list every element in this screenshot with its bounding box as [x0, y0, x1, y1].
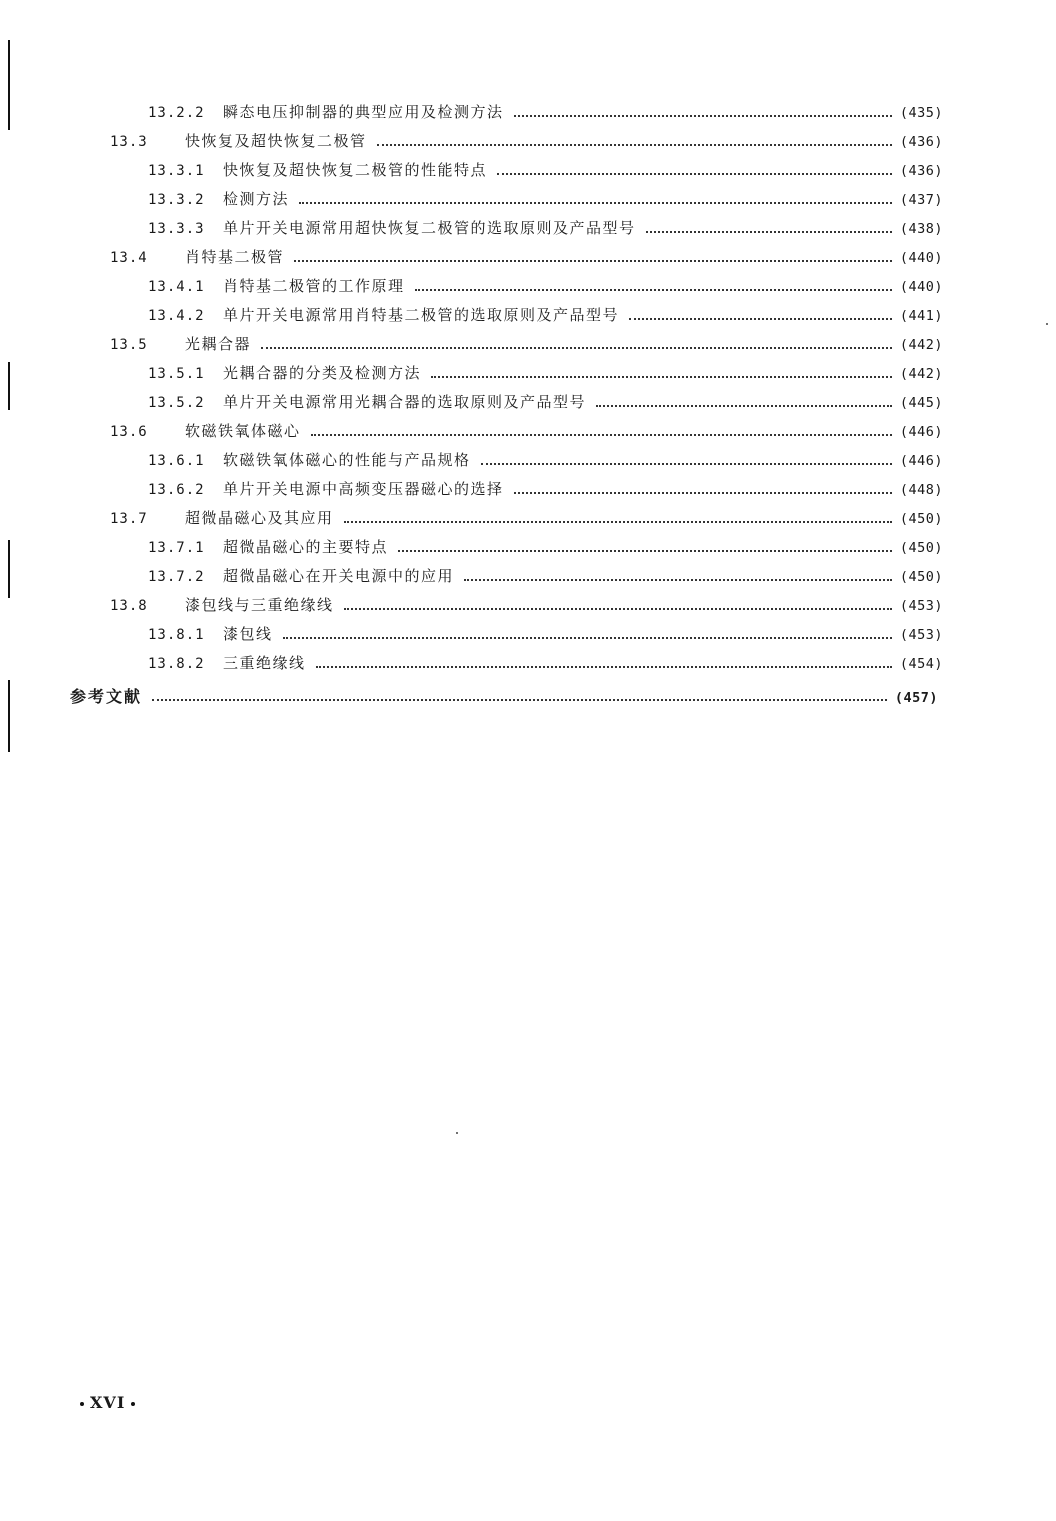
bullet-dot	[131, 1402, 135, 1406]
toc-section-number: 13.8.2	[148, 656, 205, 672]
dot-leader	[152, 699, 887, 701]
toc-page-number: (457)	[894, 690, 938, 706]
dot-leader	[415, 289, 892, 291]
toc-title: 单片开关电源常用超快恢复二极管的选取原则及产品型号	[223, 219, 636, 237]
toc-entry	[70, 682, 938, 711]
toc-section-number: 13.2.2	[148, 105, 205, 121]
toc-page-number: (441)	[899, 308, 943, 324]
toc-title: 光耦合器	[185, 335, 252, 353]
toc-entry	[148, 649, 943, 678]
toc-title: 单片开关电源常用光耦合器的选取原则及产品型号	[223, 393, 587, 411]
toc-section-number: 13.3	[110, 134, 148, 150]
dot-leader	[646, 231, 892, 233]
toc-page-number: (446)	[899, 424, 943, 440]
scan-edge-mark	[8, 680, 10, 752]
page-number	[74, 1393, 141, 1412]
toc-entry	[110, 330, 943, 359]
toc-page-number: (450)	[899, 569, 943, 585]
toc-entry	[148, 620, 943, 649]
toc-section-number: 13.4.2	[148, 308, 205, 324]
toc-page-number: (437)	[899, 192, 943, 208]
scan-speck	[456, 1132, 458, 1134]
dot-leader	[464, 579, 892, 581]
dot-leader	[344, 521, 892, 523]
dot-leader	[283, 637, 892, 639]
dot-leader	[629, 318, 892, 320]
dot-leader	[481, 463, 892, 465]
toc-page-number: (436)	[899, 163, 943, 179]
toc-title: 软磁铁氧体磁心的性能与产品规格	[223, 451, 471, 469]
toc-entry	[148, 446, 943, 475]
toc-page-number: (454)	[899, 656, 943, 672]
toc-section-number: 13.4.1	[148, 279, 205, 295]
toc-page-number: (440)	[899, 279, 943, 295]
toc-title: 检测方法	[223, 190, 290, 208]
dot-leader	[431, 376, 892, 378]
toc-entry	[110, 417, 943, 446]
toc-title: 快恢复及超快恢复二极管的性能特点	[223, 161, 488, 179]
toc-page-number: (450)	[899, 540, 943, 556]
dot-leader	[344, 608, 892, 610]
toc-page-number: (446)	[899, 453, 943, 469]
toc-entry	[148, 533, 943, 562]
toc-page-number: (453)	[899, 598, 943, 614]
toc-entry	[110, 591, 943, 620]
toc-entry	[148, 214, 943, 243]
toc-entry	[148, 185, 943, 214]
page-number-label: XVI	[90, 1393, 126, 1412]
dot-leader	[294, 260, 892, 262]
toc-title: 超微晶磁心及其应用	[185, 509, 334, 527]
dot-leader	[377, 144, 892, 146]
toc-title: 单片开关电源常用肖特基二极管的选取原则及产品型号	[223, 306, 620, 324]
toc-title: 单片开关电源中高频变压器磁心的选择	[223, 480, 504, 498]
scan-speck	[1046, 323, 1048, 325]
dot-leader	[311, 434, 892, 436]
toc-entry	[148, 272, 943, 301]
toc-title: 瞬态电压抑制器的典型应用及检测方法	[223, 103, 504, 121]
toc-entry	[148, 475, 943, 504]
scan-edge-mark	[8, 362, 10, 410]
toc-section-number: 13.4	[110, 250, 148, 266]
toc-page-number: (440)	[899, 250, 943, 266]
toc-page-number: (445)	[899, 395, 943, 411]
toc-entry	[148, 388, 943, 417]
dot-leader	[299, 202, 892, 204]
dot-leader	[261, 347, 892, 349]
dot-leader	[596, 405, 892, 407]
toc-section-number: 13.8.1	[148, 627, 205, 643]
toc-title: 快恢复及超快恢复二极管	[185, 132, 367, 150]
dot-leader	[316, 666, 892, 668]
toc-section-number: 13.7.1	[148, 540, 205, 556]
toc-entry	[148, 562, 943, 591]
dot-leader	[497, 173, 892, 175]
toc-section-number: 13.5.2	[148, 395, 205, 411]
dot-leader	[514, 492, 892, 494]
toc-section-number: 13.5	[110, 337, 148, 353]
toc-title: 超微晶磁心在开关电源中的应用	[223, 567, 455, 585]
toc-page-number: (442)	[899, 366, 943, 382]
toc-page-number: (450)	[899, 511, 943, 527]
toc-entry	[110, 504, 943, 533]
toc-entry	[148, 359, 943, 388]
toc-title: 肖特基二极管	[185, 248, 285, 266]
toc-page-number: (438)	[899, 221, 943, 237]
toc-section-number: 13.7	[110, 511, 148, 527]
toc-section-number: 13.6.2	[148, 482, 205, 498]
toc-title: 肖特基二极管的工作原理	[223, 277, 405, 295]
toc-entry	[148, 156, 943, 185]
toc-title: 超微晶磁心的主要特点	[223, 538, 389, 556]
toc-title: 光耦合器的分类及检测方法	[223, 364, 422, 382]
dot-leader	[398, 550, 892, 552]
toc-page-number: (453)	[899, 627, 943, 643]
toc-section-number: 13.8	[110, 598, 148, 614]
toc-section-number: 13.3.3	[148, 221, 205, 237]
scan-edge-mark	[8, 540, 10, 598]
scan-edge-mark	[8, 40, 10, 130]
toc-title: 漆包线	[223, 625, 273, 643]
toc-entry	[148, 301, 943, 330]
bullet-dot	[80, 1402, 84, 1406]
toc-title: 软磁铁氧体磁心	[185, 422, 301, 440]
toc-page-number: (442)	[899, 337, 943, 353]
toc-entry	[110, 243, 943, 272]
toc-page-number: (435)	[899, 105, 943, 121]
toc-entry	[110, 127, 943, 156]
toc-section-number: 13.5.1	[148, 366, 205, 382]
toc-section-number: 13.3.1	[148, 163, 205, 179]
toc-entry	[148, 98, 943, 127]
dot-leader	[514, 115, 892, 117]
toc-section-number: 13.3.2	[148, 192, 205, 208]
toc-page-number: (448)	[899, 482, 943, 498]
toc-section-number: 13.7.2	[148, 569, 205, 585]
toc-title: 三重绝缘线	[223, 654, 306, 672]
toc-title: 参考文献	[70, 687, 143, 706]
toc-title: 漆包线与三重绝缘线	[185, 596, 334, 614]
toc-section-number: 13.6	[110, 424, 148, 440]
toc-page-number: (436)	[899, 134, 943, 150]
toc-section-number: 13.6.1	[148, 453, 205, 469]
